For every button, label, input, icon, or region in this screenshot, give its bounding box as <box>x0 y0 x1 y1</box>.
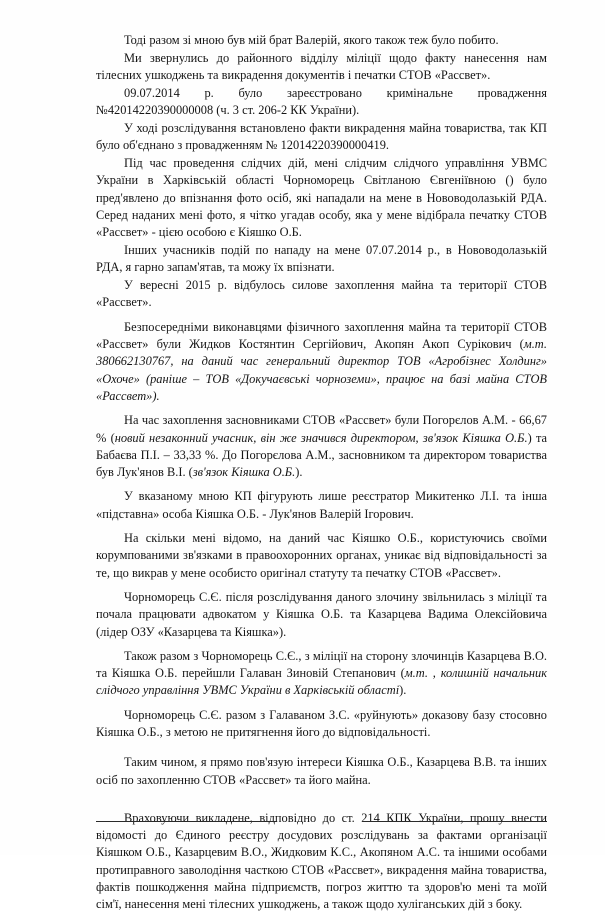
document-paragraph <box>96 810 547 914</box>
document-paragraph <box>96 488 547 523</box>
text-run-italic: , колишній начальник слідчого управління УВМС України в Харківській області <box>96 666 547 698</box>
text-run-italic: зв'язок Кіяшка О.Б. <box>192 465 296 480</box>
text-run: Чорноморець С.Є. після розслідування даного злочину звільнилась з міліції та почала працювати адвокатом у Кіяшка О.Б. та Казарцева Вадима Олексійовича (лідер ОЗУ «Казарцева та Кіяшка»). <box>96 589 547 639</box>
document-paragraph <box>96 589 547 641</box>
document-paragraph <box>96 242 547 277</box>
text-run: ). <box>295 465 303 480</box>
text-run: Безпосередніми виконавцями фізичного захоплення майна та території СТОВ «Рассвет» були Жидков Костянтин Сергійович, Акопян Акоп Сурікович ( <box>96 319 547 352</box>
text-run: На час захоплення засновниками СТОВ «Рассвет» були Погорєлов А.М. - 66,67 % ( <box>96 413 547 445</box>
document-paragraph <box>96 648 547 700</box>
signature-line-left <box>96 821 276 823</box>
document-paragraph <box>96 155 547 241</box>
text-run: Чорноморець С.Є. разом з Галаваном З.С. «руйнують» доказову базу стосовно Кіяшка О.Б., з метою не притягнення його до відповідальності. <box>96 707 547 739</box>
text-run-italic: м.т. <box>404 666 428 681</box>
text-run: Під час проведення слідчих дій, мені слідчим слідчого управління УВМС України в Харківській області Чорноморець Світланою Євгеніївною () було пред'явлено до впізнання фото осіб, які нападали на мене в Нововодолазькій РДА. Серед наданих мені фото, я чітко угадав особу, яка у мене відібрала печатку СТОВ «Рассвет» - цією особою є Кіяшко О.Б. <box>96 156 547 240</box>
document-paragraph <box>96 754 547 789</box>
document-paragraph <box>96 530 547 582</box>
text-run-italic: м.т. 380662130767, на даний час генеральний директор ТОВ «Агробізнес Холдинг» «Охоче» (раніше – ТОВ «Докучаєвські чорноземи», працює на базі майна СТОВ «Рассвет»). <box>96 337 547 403</box>
text-run: На скільки мені відомо, на даний час Кіяшко О.Б., користуючись своїми корумпованими зв'язками в правоохоронних органах, уникає від відповідальності за те, що викрав у мене особисто оригінал статуту та печатку СТОВ «Рассвет». <box>96 531 547 580</box>
document-paragraph <box>96 32 547 49</box>
document-paragraph <box>96 120 547 155</box>
document-paragraph <box>96 50 547 85</box>
signature-line-right <box>362 821 547 823</box>
text-run: 09.07.2014 р. було зареєстровано кримінальне провадження №42014220390000008 (ч. 3 ст. 206-2 КК України). <box>96 85 547 118</box>
text-run: Враховуючи викладене, відповідно до ст. 214 КПК України, прошу внести відомості до Єдиного реєстру досудових розслідувань за фактами організації Кіяшком О.Б., Казарцевим В.О., Жидковим К.С., Акопяном А.С. та іншими особами протиправного заволодіння часткою СТОВ «Рассвет», викрадення майна товариства, фактів пошкодження майна підприємств, погроз життю та здоров'ю мені та моїй сім'ї, нанесення мені тілесних ушкоджень, а також щодо хуліганських дій з боку. <box>96 810 547 912</box>
text-run-italic: новий незаконний учасник, він же значився директором, зв'язок Кіяшка О.Б. <box>114 430 528 445</box>
document-paragraph <box>96 85 547 120</box>
document-paragraph <box>96 319 547 405</box>
text-run: ). <box>399 683 407 698</box>
text-run: Тоді разом зі мною був мій брат Валерій, якого також теж було побито. <box>124 33 499 47</box>
text-run: У вересні 2015 р. відбулось силове захоплення майна та території СТОВ «Рассвет». <box>96 278 547 310</box>
text-run: Таким чином, я прямо пов'язую інтереси Кіяшка О.Б., Казарцева В.В. та інших осіб по захопленню СТОВ «Рассвет» та його майна. <box>96 755 547 787</box>
document-paragraph <box>96 412 547 481</box>
text-run: ) та Бабаєва П.І. – 33,33 %. До Погорєлова А.М., засновником та директором товариства був Лук'янов В.І. ( <box>96 430 548 480</box>
text-run: Ми звернулись до районного відділу міліції щодо факту нанесення нам тілесних ушкоджень та викрадення документів і печатки СТОВ «Рассвет». <box>96 50 547 83</box>
document-paragraph <box>96 707 547 742</box>
text-run: Також разом з Чорноморець С.Є., з міліції на сторону злочинців Казарцева В.О. та Кіяшка О.Б. перейшли Галаван Зиновій Степанович ( <box>96 648 547 681</box>
text-run: У вказаному мною КП фігурують лише реєстратор Микитенко Л.І. та інша «підставна» особа Кіяшка О.Б. - Лук'янов Валерій Ігорович. <box>96 489 547 521</box>
document-paragraph <box>96 277 547 312</box>
document-body <box>96 32 547 914</box>
text-run: У ході розслідування встановлено факти викрадення майна товариства, так КП було об'єднано з провадженням № 12014220390000419. <box>96 120 547 153</box>
text-run: Інших учасників подій по нападу на мене 07.07.2014 р., в Нововодолазькій РДА, я гарно запам'ятав, та можу їх впізнати. <box>96 243 547 275</box>
signature-row <box>96 821 547 823</box>
